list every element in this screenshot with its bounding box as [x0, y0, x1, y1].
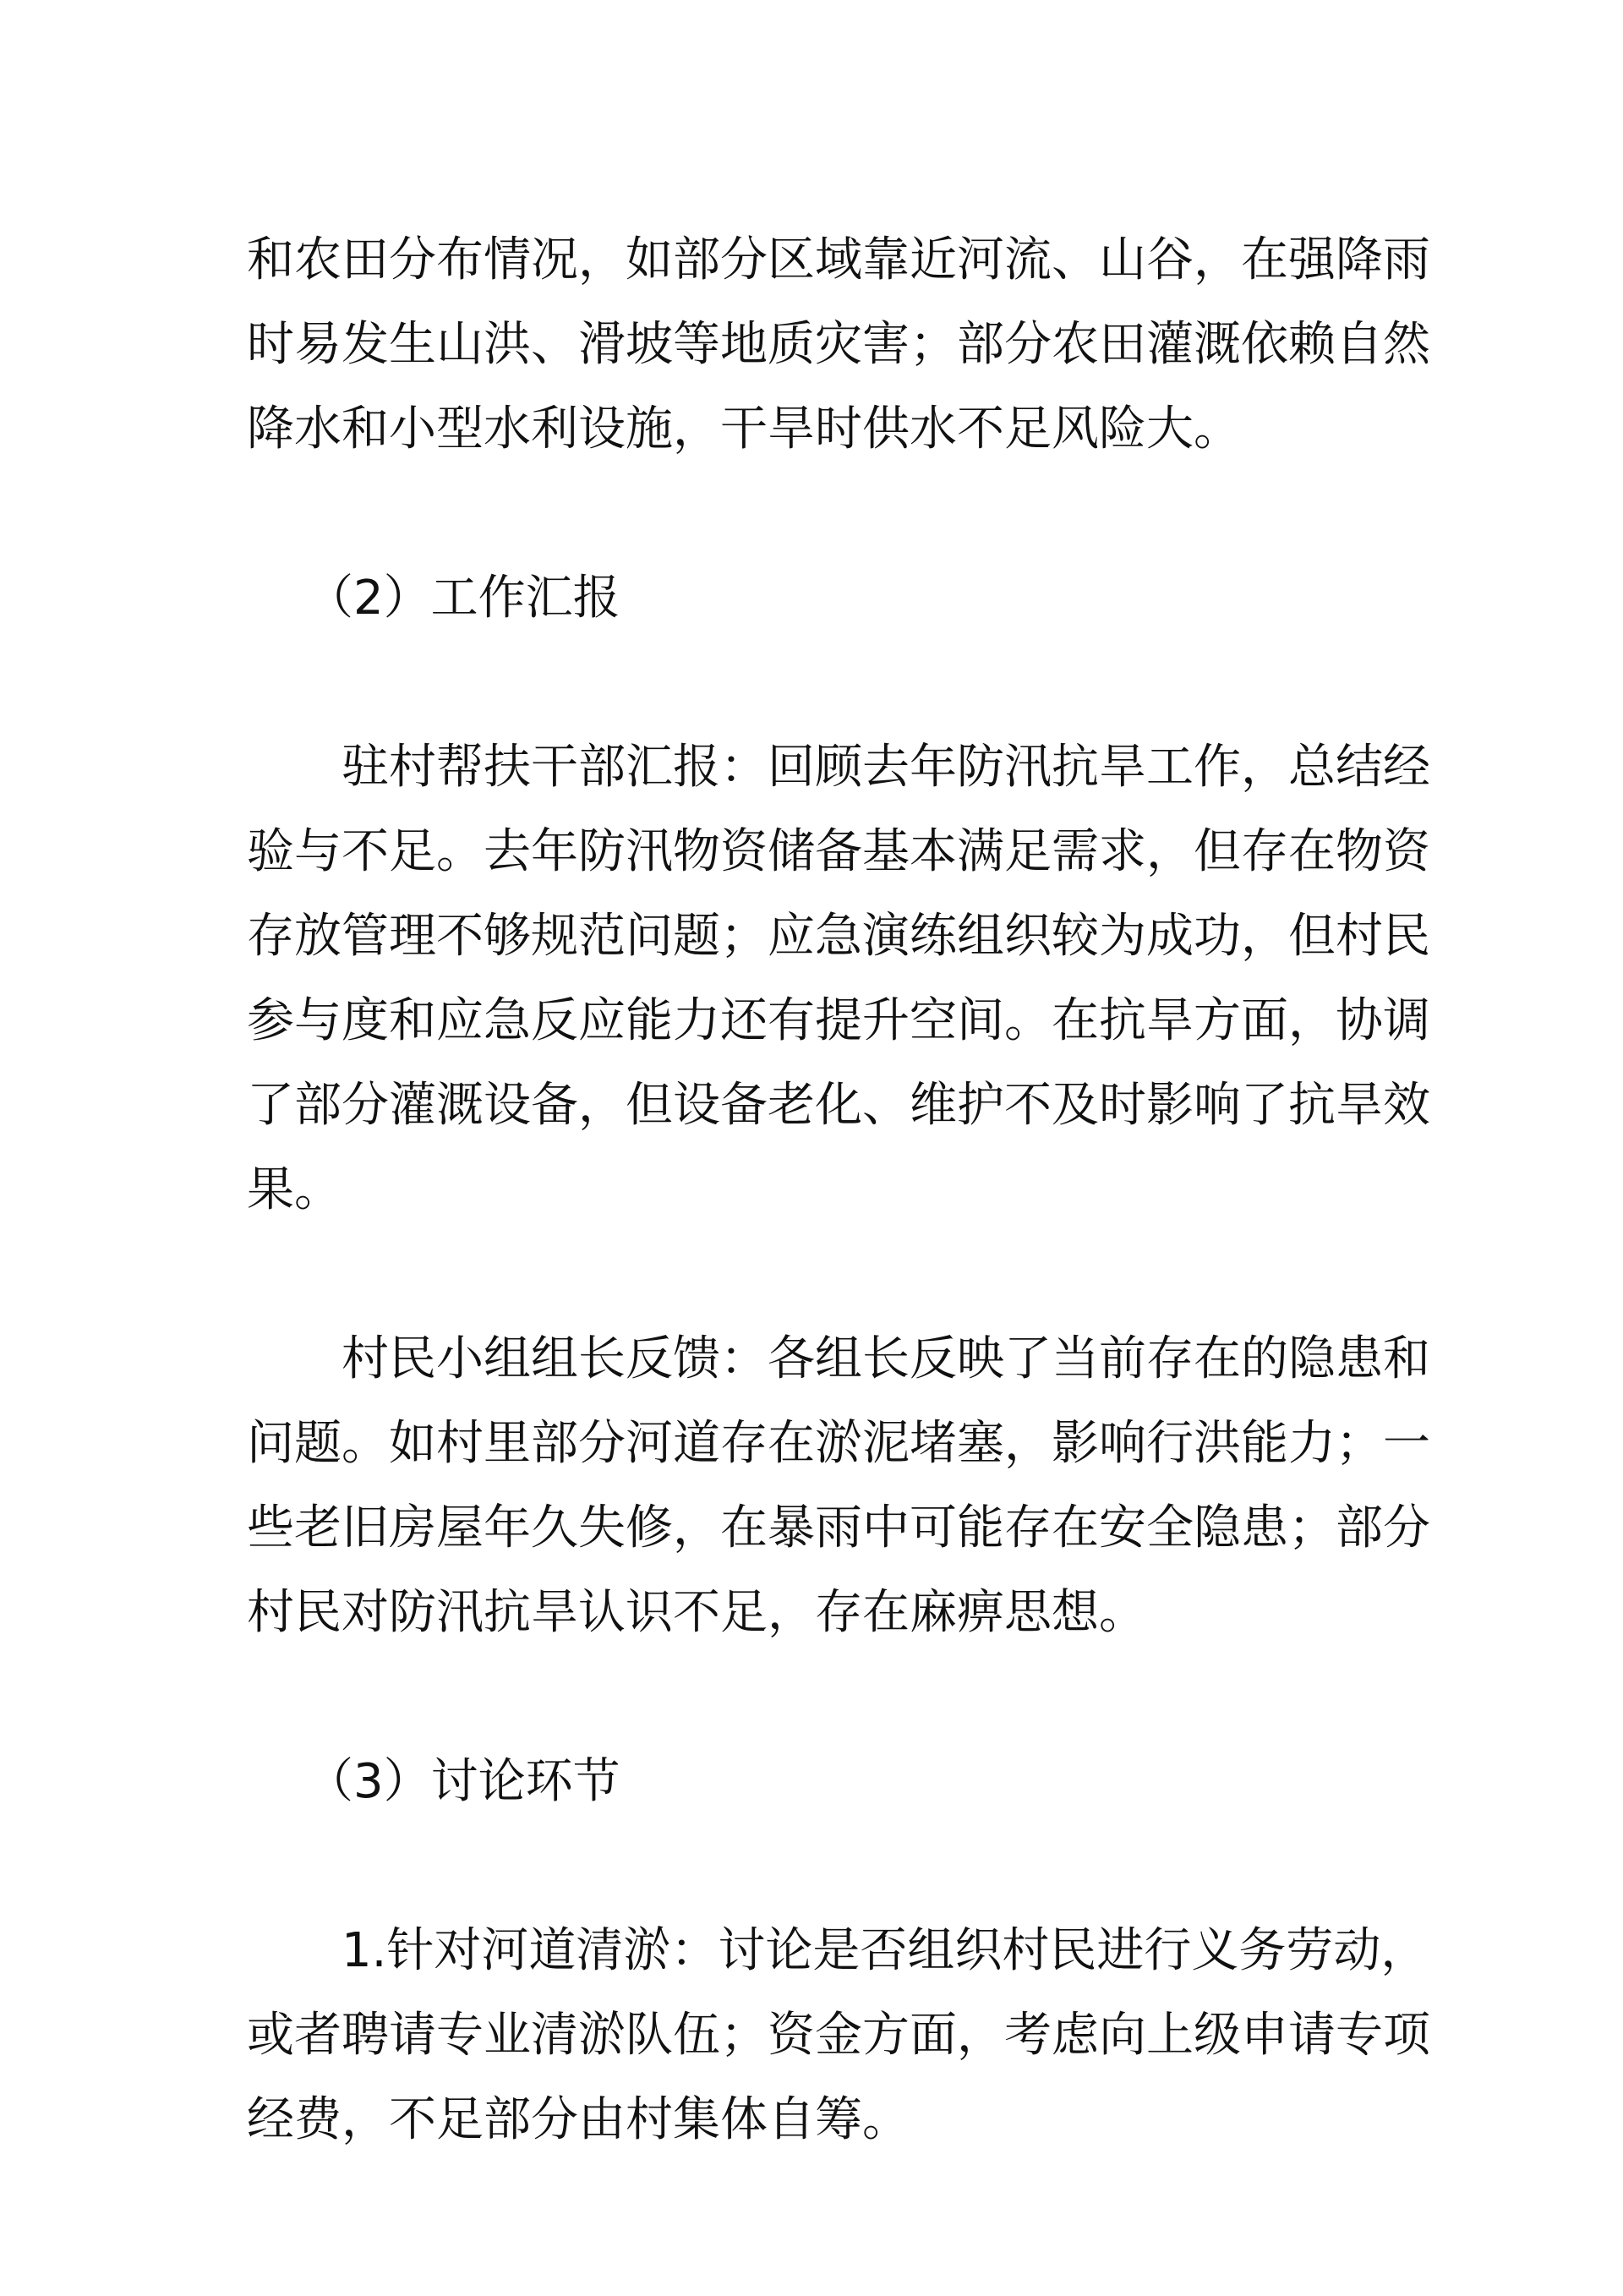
text-line: 问题。如村里部分河道存在淤泥堵塞，影响行洪能力；一: [247, 1416, 1430, 1471]
text-line: 驻村帮扶干部汇报：回顾去年防汛抗旱工作，总结经: [342, 740, 1430, 795]
text-line: 存放管理不够规范问题；应急演练组织较为成功，但村民: [247, 909, 1430, 964]
section-heading-discussion: [247, 1740, 1396, 1824]
text-line: 村民对防汛抗旱认识不足，存在麻痹思想。: [247, 1585, 1146, 1640]
text-line: 些老旧房屋年久失修，在暴雨中可能存在安全隐患；部分: [247, 1501, 1430, 1555]
text-line: 和农田分布情况，如部分区域靠近河流、山谷，在强降雨: [247, 232, 1430, 287]
text-line: 或者聘请专业清淤队伍；资金方面，考虑向上级申请专项: [247, 2008, 1430, 2063]
heading-text: （2）工作汇报: [306, 571, 620, 626]
paragraph-spacer: [247, 472, 1396, 556]
text-line: 1.针对河道清淤：讨论是否组织村民进行义务劳动，: [342, 1923, 1429, 1978]
section-heading-work-report: [247, 556, 1396, 641]
text-line: 经费，不足部分由村集体自筹。: [247, 2092, 910, 2147]
document-body: [247, 218, 1430, 2162]
text-line: 参与度和应急反应能力还有提升空间。在抗旱方面，协调: [247, 993, 1430, 1048]
paragraph-river-dredging: [247, 1909, 1430, 2162]
paragraph-spacer: [247, 1655, 1396, 1740]
text-line: 时易发生山洪、滑坡等地质灾害；部分农田灌溉依赖自然: [247, 317, 1430, 372]
paragraph-spacer: [247, 641, 1396, 725]
text-line: 降水和小型水利设施，干旱时供水不足风险大。: [247, 402, 1241, 456]
text-line: 了部分灌溉设备，但设备老化、维护不及时影响了抗旱效: [247, 1078, 1430, 1133]
text-line: 村民小组组长反馈：各组长反映了当前存在的隐患和: [342, 1331, 1430, 1386]
paragraph-spacer: [247, 1233, 1396, 1317]
text-line: 果。: [247, 1162, 342, 1217]
heading-text: （3）讨论环节: [306, 1754, 620, 1809]
text-line: 验与不足。去年防汛物资储备基本满足需求，但存在物资: [247, 824, 1430, 879]
paragraph-group-leader-feedback: [247, 1317, 1430, 1655]
paragraph-work-report: [247, 725, 1430, 1233]
paragraph-spacer: [247, 1824, 1396, 1909]
paragraph-intro: [247, 218, 1430, 472]
